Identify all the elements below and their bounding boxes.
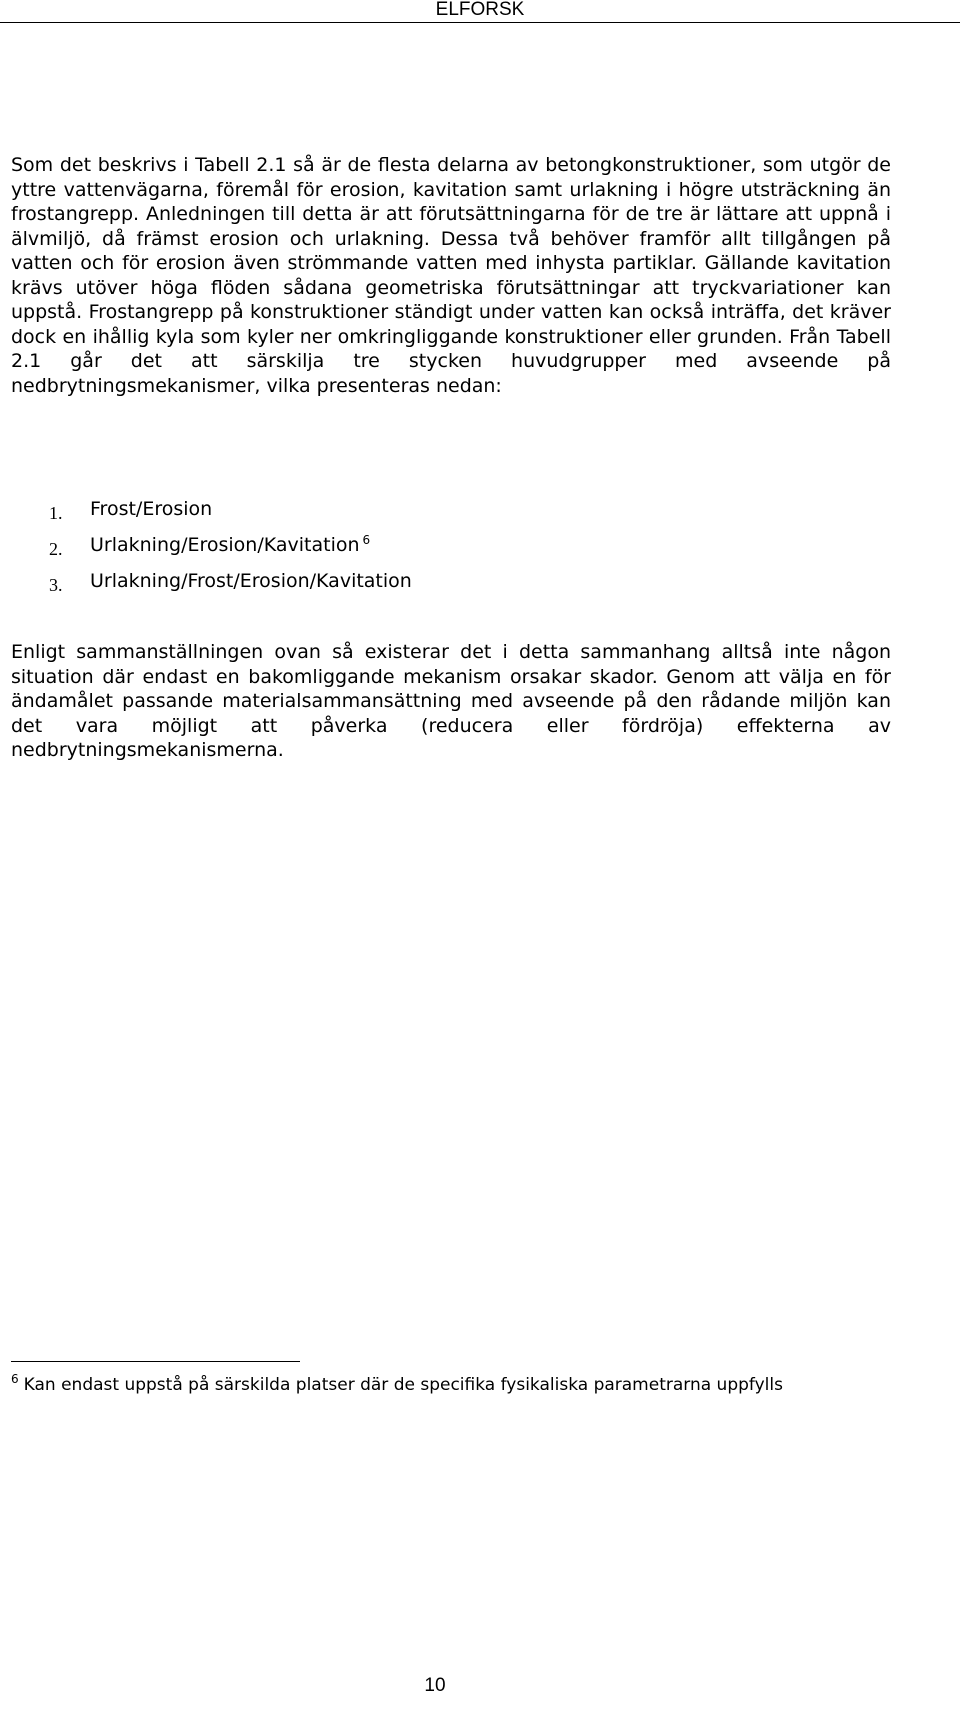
list-item	[0, 533, 900, 569]
list-item	[0, 569, 900, 605]
header-title: ELFORSK	[435, 0, 525, 20]
footnote-marker: 6	[11, 1372, 19, 1387]
list-item-text	[90, 497, 212, 521]
page-number: 10	[424, 1675, 446, 1696]
list-item-number: 1.	[49, 503, 63, 523]
list-item-text	[90, 533, 370, 557]
degradation-group-list	[0, 497, 900, 605]
body-paragraph-1: Som det beskrivs i Tabell 2.1 så är de flesta delarna av betongkonstruktioner, som utgör de yttre vattenvägarna, föremål för erosion, kavitation samt urlakning i högre utsträckning än frostangrepp. Anledningen till detta är att förutsättningarna för de tre är lättare att uppnå i älvmiljö, då främst erosion och urlakning. Dessa två behöver framför allt tillgången på vatten och för erosion även strömmande vatten med inhysta partiklar. Gällande kavitation krävs utöver höga flöden sådana geometriska förutsättningar att tryckvariationer kan uppstå. Frostangrepp på konstruktioner ständigt under vatten kan också inträffa, det kräver dock en ihållig kyla som kyler ner omkringliggande konstruktioner eller grunden. Från Tabell 2.1 går det att särskilja tre stycken huvudgrupper med avseende på nedbrytningsmekanismer, vilka presenteras nedan:	[11, 154, 891, 397]
list-item-number: 2.	[49, 539, 63, 559]
footnote-text: Kan endast uppstå på särskilda platser där de specifika fysikaliska parametrarna uppfylls	[23, 1375, 783, 1395]
list-item	[0, 497, 900, 533]
list-item-label: Frost/Erosion	[90, 498, 213, 520]
list-item-label: Urlakning/Frost/Erosion/Kavitation	[90, 570, 412, 592]
footnote	[11, 1373, 871, 1397]
footnote-divider	[11, 1361, 300, 1362]
list-item-label: Urlakning/Erosion/Kavitation	[90, 534, 360, 556]
page-header	[0, 0, 960, 23]
list-item-text	[90, 569, 412, 593]
footnote-reference[interactable]: 6	[362, 532, 371, 547]
body-paragraph-2: Enligt sammanställningen ovan så existerar det i detta sammanhang alltså inte någon situation där endast en bakomliggande mekanism orsakar skador. Genom att välja en för ändamålet passande materialsammansättning med avseende på den rådande miljön kan det vara möjligt att påverka (reducera eller fördröja) effekterna av nedbrytningsmekanismerna.	[11, 641, 891, 761]
list-item-number: 3.	[49, 575, 63, 595]
